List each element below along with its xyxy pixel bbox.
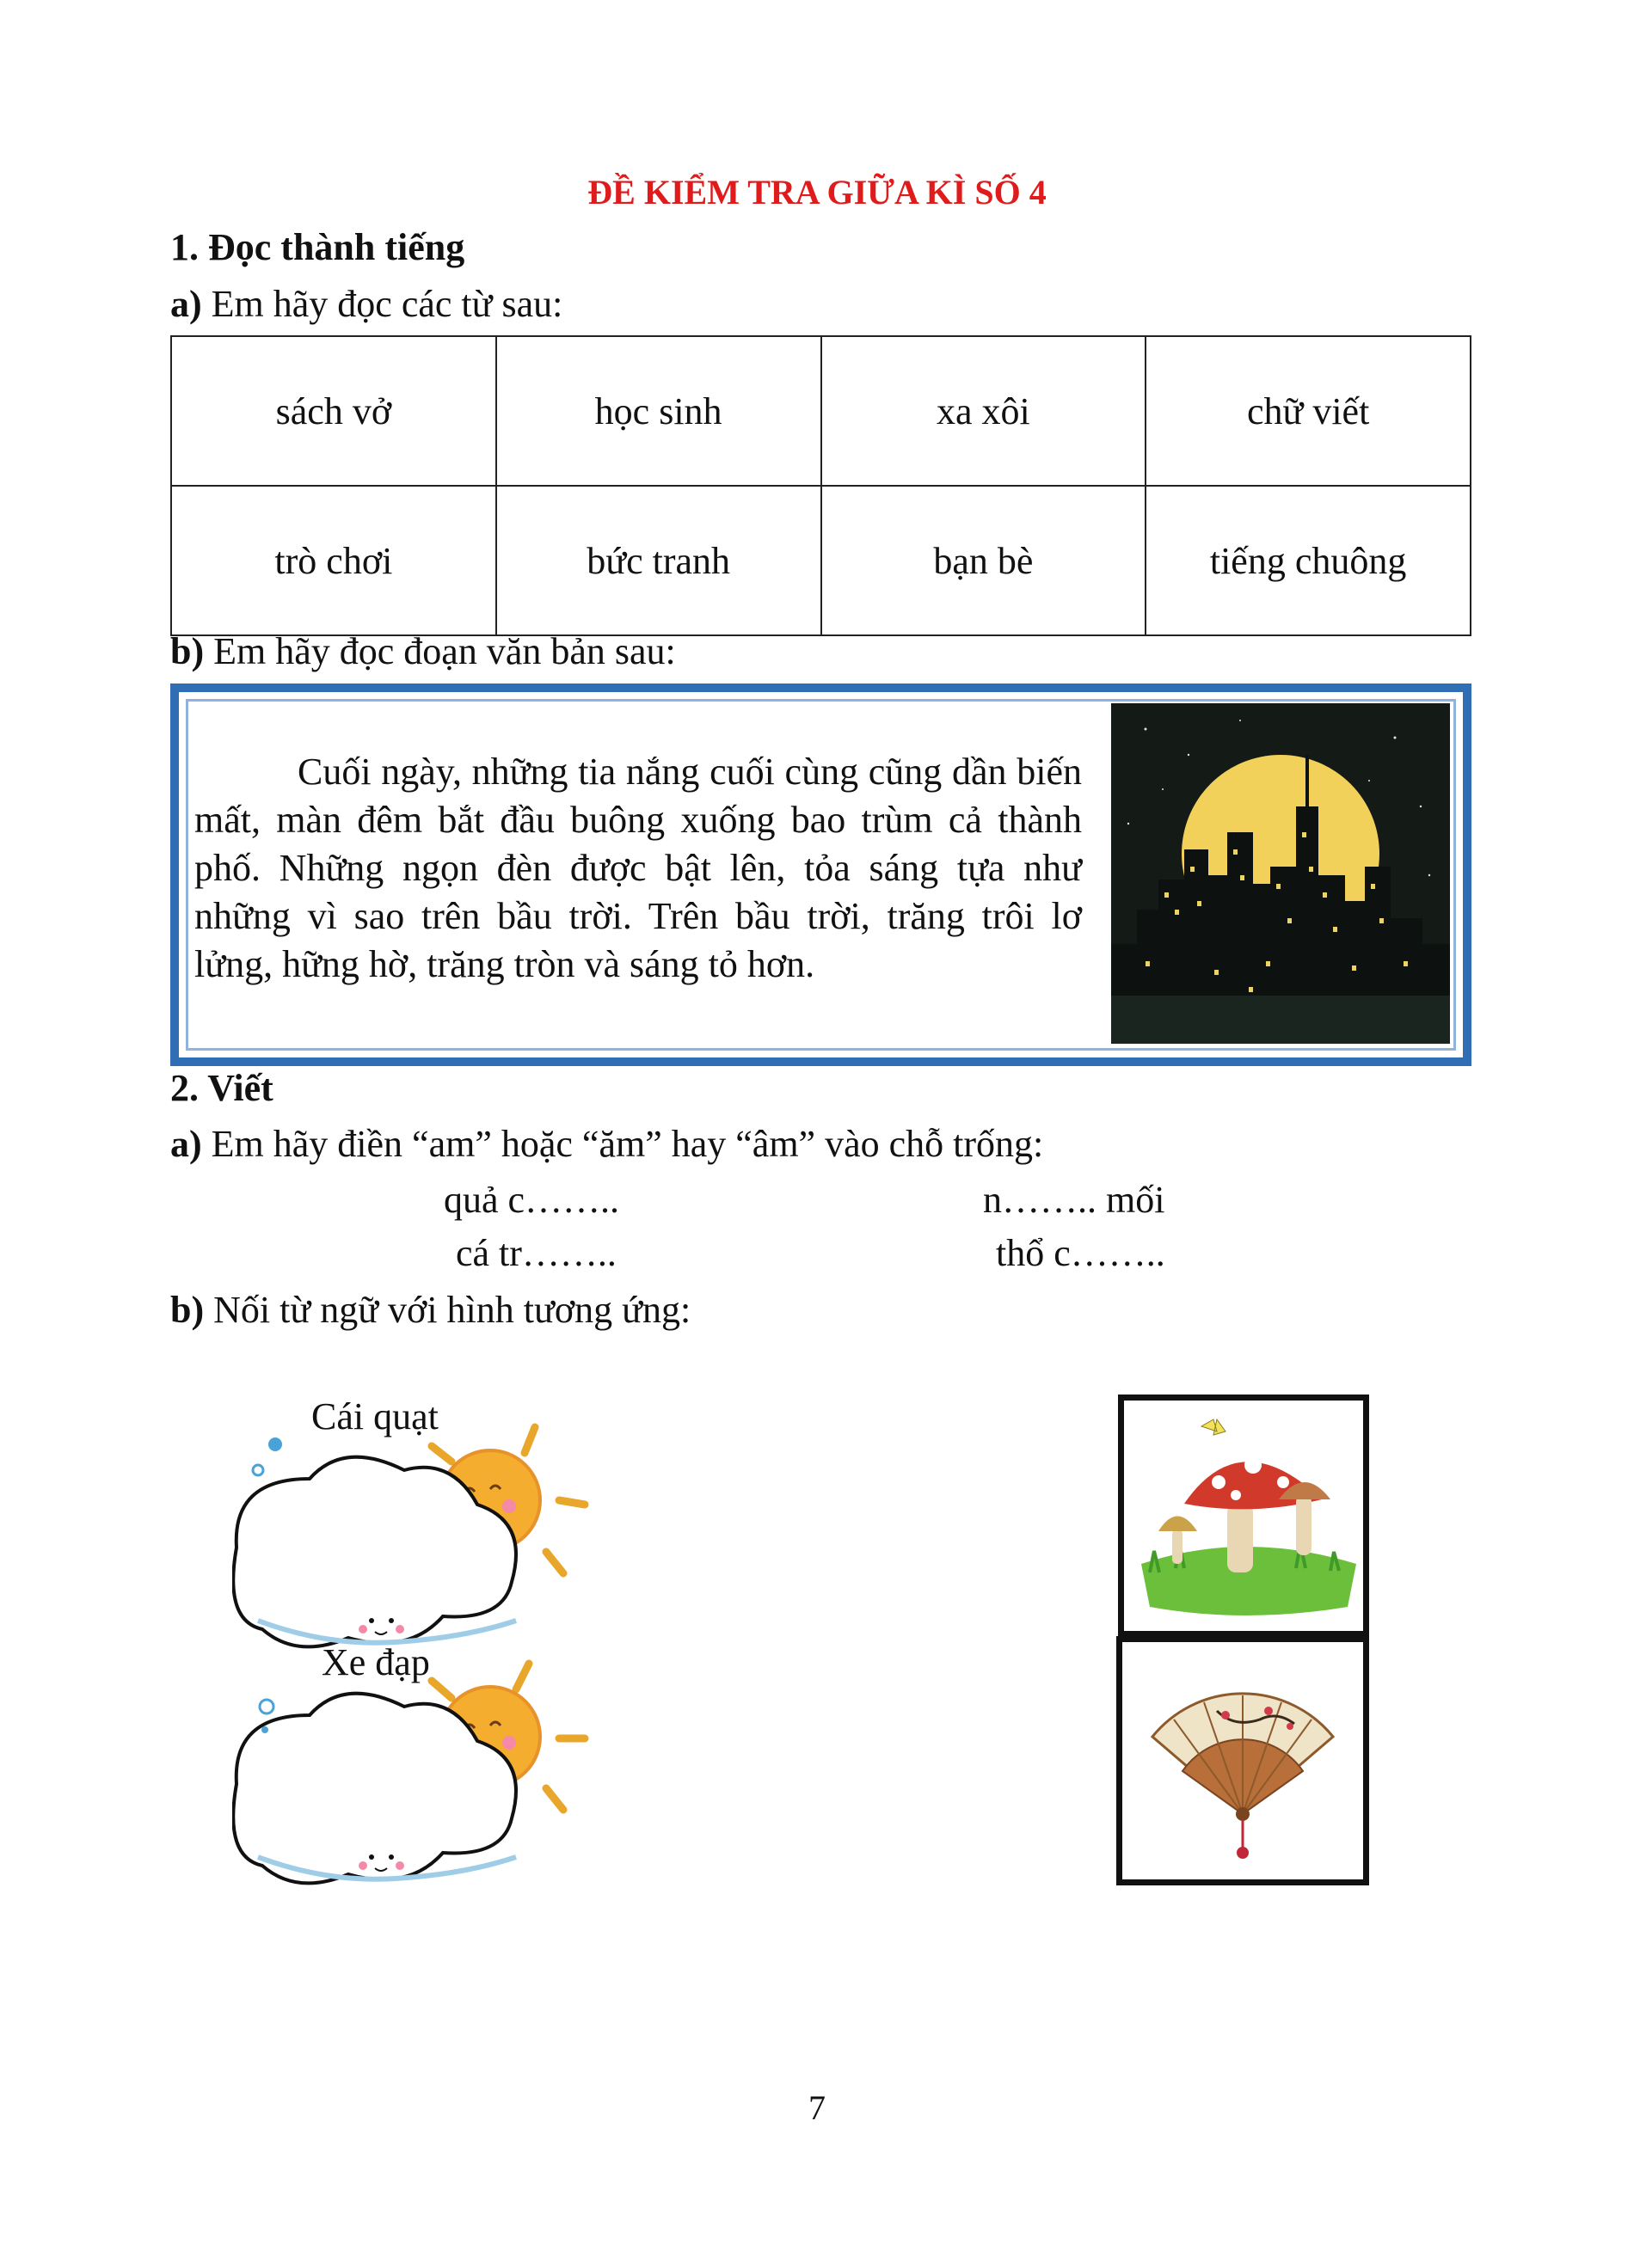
table-row (171, 336, 1471, 486)
instruction-text: Em hãy điền “am” hoặc “ăm” hay “âm” vào chỗ trống: (201, 1123, 1044, 1165)
part-label: b) (170, 630, 205, 672)
blank-item: n…….. mối (983, 1179, 1165, 1221)
night-city-moon-image (1111, 703, 1450, 1044)
part-label: b) (170, 1289, 205, 1331)
word-cell: bạn bè (821, 486, 1146, 635)
page-number: 7 (808, 2088, 826, 2127)
blank-item: cá tr…….. (456, 1232, 617, 1274)
section-1-heading: 1. Đọc thành tiếng (170, 226, 465, 268)
word-cell: sách vở (171, 336, 496, 486)
word-cell: học sinh (496, 336, 821, 486)
mushroom-picture (1118, 1395, 1369, 1637)
section-1b-instruction (170, 629, 676, 673)
word-cell: trò chơi (171, 486, 496, 635)
instruction-text: Em hãy đọc đoạn văn bản sau: (204, 630, 676, 672)
word-cell: xa xôi (821, 336, 1146, 486)
cloud-sun-card (232, 1410, 593, 1668)
section-1a-instruction (170, 282, 562, 326)
card-label-xe-dap: Xe đạp (322, 1641, 430, 1683)
instruction-text: Nối từ ngữ với hình tương ứng: (204, 1289, 691, 1331)
reading-passage (194, 748, 1082, 989)
passage-text: Cuối ngày, những tia nắng cuối cùng cũng dần biến mất, màn đêm bắt đầu buông xuống bao trùm cả thành phố. Những ngọn đèn được bật lên, tỏa sáng tựa như những vì sao trên bầu trời. Trên bầu trời, trăng trôi lơ lửng, hững hờ, trăng tròn và sáng tỏ hơn. (194, 751, 1082, 985)
section-2-heading: 2. Viết (170, 1067, 273, 1109)
word-cell: bức tranh (496, 486, 821, 635)
table-row (171, 486, 1471, 635)
instruction-text: Em hãy đọc các từ sau: (201, 283, 563, 325)
part-label: a) (170, 283, 202, 325)
page-title: ĐỀ KIỂM TRA GIỮA KÌ SỐ 4 (587, 173, 1047, 211)
section-2b-instruction (170, 1288, 691, 1332)
word-cell: chữ viết (1146, 336, 1471, 486)
part-label: a) (170, 1123, 202, 1165)
word-cell: tiếng chuông (1146, 486, 1471, 635)
blank-item: thổ c…….. (996, 1232, 1165, 1274)
mushroom-icon (1124, 1401, 1363, 1631)
hand-fan-icon (1122, 1642, 1363, 1879)
card-label-cai-quat: Cái quạt (311, 1395, 439, 1437)
word-table (170, 335, 1471, 636)
blank-item: quả c…….. (444, 1179, 620, 1221)
hand-fan-picture (1116, 1636, 1369, 1885)
section-2a-instruction (170, 1122, 1043, 1166)
